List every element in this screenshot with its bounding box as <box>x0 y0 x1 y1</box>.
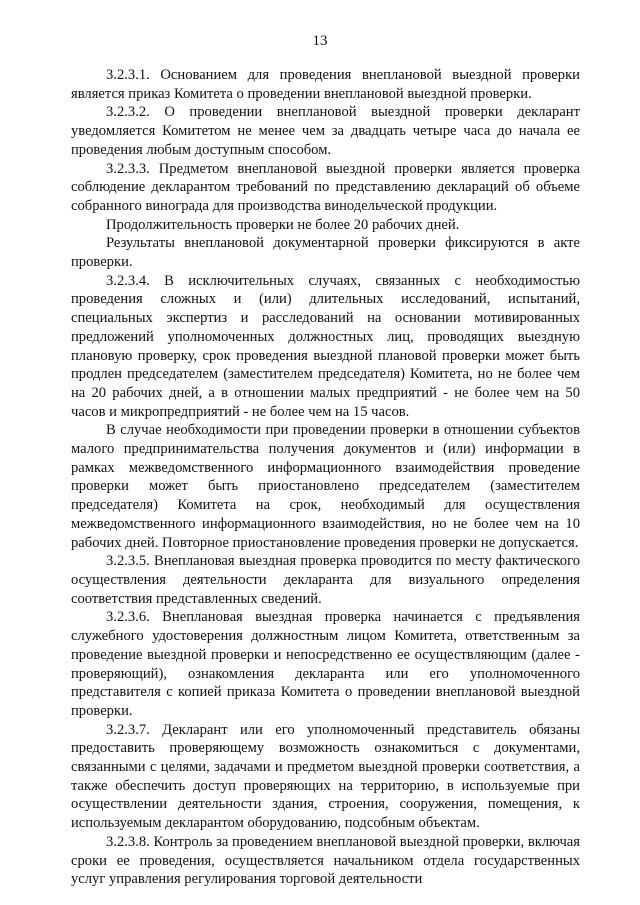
page-number: 13 <box>312 33 328 49</box>
paragraph-3-2-3-4: 3.2.3.4. В исключительных случаях, связанных с необходимостью проведения сложных и (или) длительных исследований, испытаний, специальных экспертиз и расследований на основании мотивированных предложений уполномоченных должностных лиц, проводящих выездную плановую проверку, срок проведения выездной плановой проверки может быть продлен председателем (заместителем председателя) Комитета, но не более чем на 20 рабочих дней, а в отношении малых предприятий - не более чем на 50 часов и микропредприятий - не более чем на 15 часов. <box>71 272 580 420</box>
paragraph-3-2-3-7: 3.2.3.7. Декларант или его уполномоченный представитель обязаны предоставить проверяющему возможность ознакомиться с документами, связанными с целями, задачами и предметом выездной проверки соответствия, а также обеспечить доступ проверяющих на территорию, в используемые при осуществлении деятельности здания, строения, сооружения, помещения, к используемым декларантом оборудованию, подсобным объектам. <box>71 721 580 832</box>
paragraph-3-2-3-8: 3.2.3.8. Контроль за проведением внеплановой выездной проверки, включая сроки ее проведения, осуществляется начальником отдела государственных услуг управления регулирования торговой деятельности <box>71 833 580 888</box>
paragraph-3-2-3-5: 3.2.3.5. Внеплановая выездная проверка проводится по месту фактического осуществления деятельности декларанта для визуального определения соответствия представленных сведений. <box>71 553 580 607</box>
paragraph-3-2-3-2: 3.2.3.2. О проведении внеплановой выездной проверки декларант уведомляется Комитетом не менее чем за двадцать четыре часа до начала ее проведения любым доступным способом. <box>71 104 580 158</box>
document-body <box>71 66 580 889</box>
paragraph-3-2-3-1: 3.2.3.1. Основанием для проведения внеплановой выездной проверки является приказ Комитета о проведении внеплановой выездной проверки. <box>71 67 580 102</box>
paragraph-suspension: В случае необходимости при проведении проверки в отношении субъектов малого предпринимательства получения документов и (или) информации в рамках межведомственного информационного взаимодействия проведение проверки может быть приостановлено председателем (заместителем председателя) Комитета на срок, необходимый для осуществления межведомственного информационного взаимодействия, но не более чем на 10 рабочих дней. Повторное приостановление проведения проверки не допускается. <box>71 422 580 551</box>
paragraph-results: Результаты внеплановой документарной проверки фиксируются в акте проверки. <box>71 235 580 271</box>
paragraph-3-2-3-6: 3.2.3.6. Внеплановая выездная проверка начинается с предъявления служебного удостоверения должностным лицом Комитета, ответственным за проведение выездной проверки и непосредственно ее осуществляющим (далее - проверяющий), ознакомления декларанта или его уполномоченного представителя с копией приказа Комитета о проведении внеплановой выездной проверки. <box>71 609 580 719</box>
paragraph-duration: Продолжительность проверки не более 20 рабочих дней. <box>106 216 460 233</box>
paragraph-3-2-3-3: 3.2.3.3. Предметом внеплановой выездной проверки является проверка соблюдение декларантом требований по представлению деклараций об объеме собранного винограда для производства винодельческой продукции. <box>71 160 580 214</box>
